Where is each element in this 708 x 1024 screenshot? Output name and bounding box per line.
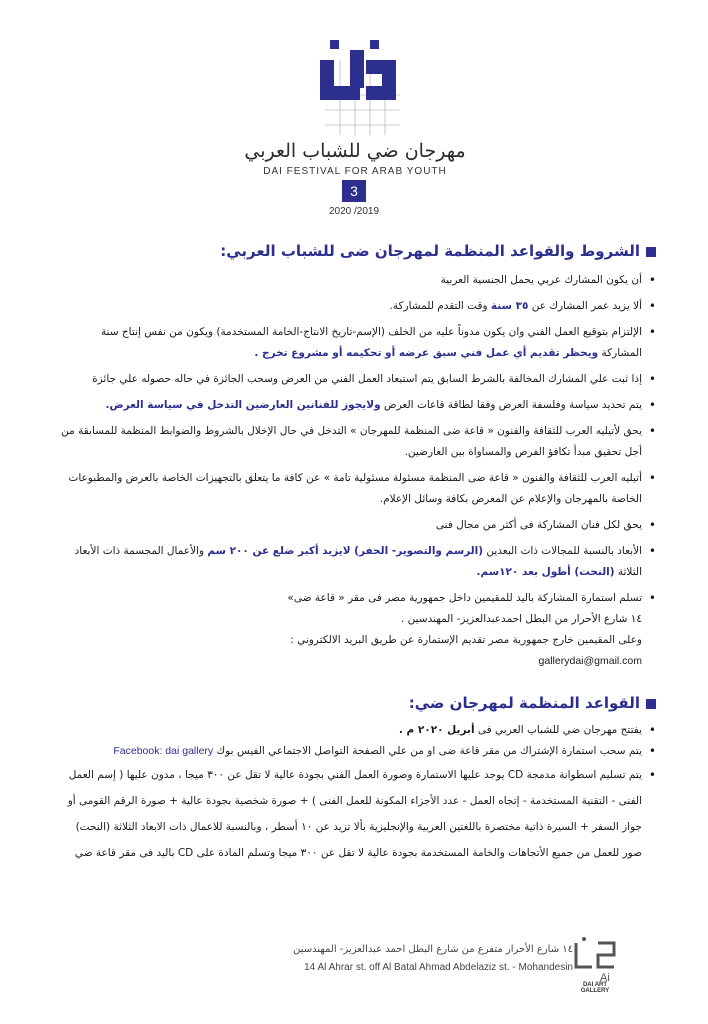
square-bullet-icon [646,699,656,709]
list-item: • يتم تحديد سياسة وفلسفة العرض وفقا لطاقة قاعات العرض ولايجوز للفنانين العارضين التدخل في سياسة العرض. [60,395,656,416]
list-item: • يتم سحب استمارة الإشتراك من مقر قاعة ضى او من علي الصفحة التواصل الاجتماعي الفيس بوك Facebook: dai gallery [60,741,656,762]
list-item: • أتيليه العرب للثقافة والفنون « قاعة ضى المنظمة مسئولة مسئولية تامة » عن كافة ما يتعلق بالتجهيزات الخاصة بالعرض والمطبوعات الخاصة بالمهرجان والإعلام عن المعرض بكافة وسائل الإعلام. [60,468,656,510]
footer-address-arabic: ١٤ شارع الأحرار متفرع من شارع البطل احمد عبدالعزيز- المهندسين [293,944,573,955]
list-item: • تسلم استمارة المشاركة باليد للمقيمين داخل جمهورية مصر فى مقر « قاعة ضى» [60,588,656,609]
facebook-link[interactable]: Facebook: dai gallery [113,745,214,757]
dai-festival-logo-icon [300,40,410,140]
section1-title: الشروط والقواعد المنظمة لمهرجان ضى للشباب العربي: [220,242,640,260]
festival-name-english: DAI FESTIVAL FOR ARAB YOUTH [263,166,447,177]
list-item: • الأبعاد بالنسبة للمجالات ذات البعدين (الرسم والتصوير- الحفر) لايزيد أكبر ضلع عن ٢٠٠ سم والأعمال المجسمة ذات الأبعاد الثلاثة (النحت) أطول بعد ١٢٠سم. [60,541,656,583]
section2-rules-list [60,720,656,866]
list-item: • يتم تسليم اسطوانة مدمجة CD يوجد عليها الاستمارة وصورة العمل الفني بجودة عالية لا تقل عن ٣٠٠ ميجا ، مدون عليها ( إسم العمل الفنى - التقنية المستخدمة - إتجاه العمل - عدد الأجزاء المكونة للعمل الفنى ) + صورة شخصية بجودة عالية + صورة الرقم القومى أو جواز السفر + السيرة ذاتية مختصرة باللغتين العربية والإنجليزية بألا تزيد عن ١٠ أسطر ، وبالنسبة للاعمال ذات الابعاد الثلاثة (النحت) صور للعمل من جميع الأتجاهات والخامة المستخدمة بجودة عالية لا تقل عن ٣٠٠ ميجا وتسلم المادة على CD باليد فى مقر قاعة ضي [60,762,656,866]
gallery-label: DAI ART GALLERY [580,982,610,994]
list-item: • ألا يزيد عمر المشارك عن ٣٥ سنة وقت التقدم للمشاركة. [60,296,656,317]
list-item: • يحق لأتيليه العرب للثقافة والفنون « قاعة ضى المنظمة للمهرجان » التدخل في حال الإخلال بالشروط والضوابط المنظمة للمسابقة من أجل تحقيق مبدأ تكافؤ الفرص والمساواة بين العارضين. [60,421,656,463]
list-item: • يحق لكل فنان المشاركة فى أكثر من مجال فنى [60,515,656,536]
square-bullet-icon [646,247,656,257]
section1-heading [220,242,656,260]
edition-badge: 3 [342,180,366,202]
section2-heading [409,694,656,712]
festival-year: 2020 /2019 [328,206,380,217]
list-item: • أن يكون المشارك عربي يحمل الجنسية العربية [60,270,656,291]
contact-email[interactable]: gallerydai@gmail.com [538,655,642,667]
section2-title: القواعد المنظمة لمهرجان ضي: [408,694,640,712]
gallery-address-line: ١٤ شارع الأحرار من البطل احمدعبدالعزيز- المهندسين . [400,613,642,625]
festival-name-arabic: مهرجان ضي للشباب العربي [244,140,466,162]
list-item: • يفتتح مهرجان ضي للشباب العربي فى أبريل ٢٠٢٠ م . [60,720,656,741]
svg-text:Ai: Ai [600,972,610,984]
section1-conditions-list [60,270,656,672]
dai-gallery-logo-icon [570,935,620,985]
footer-address-english: 14 Al Ahrar st. off Al Batal Ahmad Abdelaziz st. - Mohandesin [304,962,573,973]
list-item: • الإلتزام بتوقيع العمل الفني وان يكون مدوناً عليه من الخلف (الإسم-تاريخ الانتاج-الخامة المستخدمة) ويكون من نفس إنتاج سنة المشاركة ويحظر تقديم أي عمل فني سبق عرضه أو تحكيمه أو مشروع تخرج . [60,322,656,364]
abroad-submission-line: وعلى المقيمين خارج جمهورية مصر تقديم الإستمارة عن طريق البريد الالكتروني : [290,634,642,646]
list-item: • إذا ثبت علي المشارك المخالفة بالشرط السابق يتم استبعاد العمل الفني من العرض وسحب الجائزة في حاله حصوله علي جائزة [60,369,656,390]
